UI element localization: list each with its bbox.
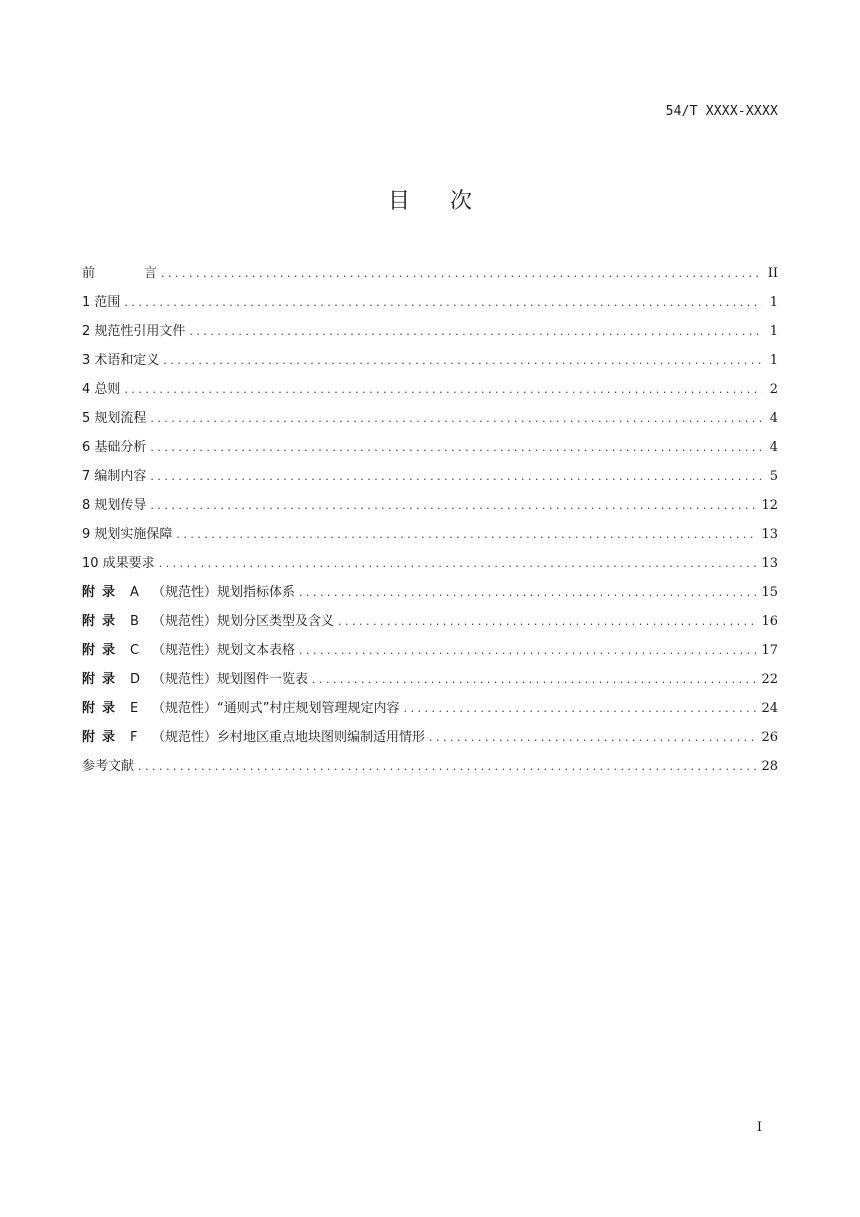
toc-entry[interactable] (82, 436, 778, 465)
toc-entry[interactable] (82, 349, 778, 378)
toc-entry-appendix[interactable] (82, 668, 778, 697)
toc-entry-label: 10 成果要求 (82, 556, 155, 571)
appendix-word: 录 (102, 614, 116, 629)
preface-char-1: 前 (82, 266, 96, 281)
toc-page-number: 12 (761, 498, 778, 513)
appendix-letter: D (130, 672, 141, 687)
toc-page-number: 28 (761, 759, 778, 774)
toc-entry-preface[interactable] (82, 262, 778, 291)
toc-entry-label: 7 编制内容 (82, 469, 147, 484)
dot-leader (150, 499, 757, 512)
toc-page-number: 13 (761, 556, 778, 571)
toc-entry-label (82, 668, 308, 687)
document-number: 54/T XXXX-XXXX (665, 104, 778, 119)
toc-entry-label: 2 规范性引用文件 (82, 324, 186, 339)
appendix-title: （规范性）乡村地区重点地块图则编制适用情形 (152, 730, 426, 745)
appendix-title: （规范性）规划文本表格 (152, 643, 296, 658)
toc-entry-label (82, 697, 399, 716)
dot-leader (338, 615, 757, 628)
toc-entry-label: 4 总则 (82, 382, 121, 397)
dot-leader (299, 586, 757, 599)
toc-page-number: 16 (761, 614, 778, 629)
dot-leader (403, 702, 757, 715)
appendix-word: 录 (102, 585, 116, 600)
appendix-word: 录 (102, 643, 116, 658)
toc-page-number: 26 (761, 730, 778, 745)
toc-page-number: 15 (761, 585, 778, 600)
dot-leader (161, 267, 762, 280)
dot-leader (124, 383, 762, 396)
toc-entry-label (82, 610, 334, 629)
toc-entry[interactable] (82, 320, 778, 349)
toc-page-number: 13 (761, 527, 778, 542)
toc-entry-appendix[interactable] (82, 697, 778, 726)
appendix-word: 附 (82, 643, 96, 658)
toc-entry-label: 3 术语和定义 (82, 353, 160, 368)
toc-page-number: 24 (761, 701, 778, 716)
dot-leader (150, 412, 762, 425)
toc-entry-appendix[interactable] (82, 639, 778, 668)
appendix-title: （规范性）“通则式”村庄规划管理规定内容 (152, 701, 400, 716)
dot-leader (312, 673, 757, 686)
page-number: I (756, 1120, 762, 1135)
table-of-contents (82, 262, 778, 784)
toc-entry[interactable] (82, 407, 778, 436)
toc-entry[interactable] (82, 378, 778, 407)
toc-entry-label: 1 范围 (82, 295, 121, 310)
toc-page-number: 22 (761, 672, 778, 687)
dot-leader (150, 470, 762, 483)
dot-leader (163, 354, 762, 367)
appendix-word: 附 (82, 585, 96, 600)
toc-entry-label (82, 726, 425, 745)
dot-leader (159, 557, 758, 570)
toc-entry[interactable] (82, 494, 778, 523)
toc-entry-appendix[interactable] (82, 726, 778, 755)
appendix-word: 附 (82, 730, 96, 745)
toc-entry-label (82, 262, 157, 281)
appendix-word: 附 (82, 672, 96, 687)
toc-entry-label: 参考文献 (82, 759, 135, 774)
appendix-letter: A (130, 585, 139, 600)
toc-entry-references[interactable] (82, 755, 778, 784)
toc-entry-label: 9 规划实施保障 (82, 527, 173, 542)
toc-entry[interactable] (82, 523, 778, 552)
toc-entry-appendix[interactable] (82, 581, 778, 610)
appendix-word: 附 (82, 701, 96, 716)
dot-leader (124, 296, 762, 309)
toc-entry[interactable] (82, 552, 778, 581)
toc-entry-label (82, 639, 295, 658)
dot-leader (138, 760, 757, 773)
appendix-letter: B (130, 614, 139, 629)
toc-page-number: 4 (769, 411, 778, 426)
appendix-letter: C (130, 643, 140, 658)
appendix-title: （规范性）规划指标体系 (152, 585, 296, 600)
appendix-word: 录 (102, 701, 116, 716)
toc-page-number: 5 (769, 469, 778, 484)
appendix-title: （规范性）规划图件一览表 (152, 672, 309, 687)
appendix-word: 附 (82, 614, 96, 629)
dot-leader (150, 441, 762, 454)
toc-entry-label: 5 规划流程 (82, 411, 147, 426)
toc-entry-label: 8 规划传导 (82, 498, 147, 513)
toc-page-number: 1 (769, 324, 778, 339)
appendix-letter: F (130, 730, 138, 745)
toc-page-number: 17 (761, 643, 778, 658)
preface-char-2: 言 (144, 266, 158, 281)
page-title: 目次 (387, 189, 512, 214)
dot-leader (299, 644, 757, 657)
toc-entry-appendix[interactable] (82, 610, 778, 639)
toc-page-number: 4 (769, 440, 778, 455)
toc-page-number: 1 (769, 295, 778, 310)
appendix-word: 录 (102, 672, 116, 687)
dot-leader (189, 325, 762, 338)
dot-leader (429, 731, 757, 744)
toc-page-number: 1 (769, 353, 778, 368)
toc-entry-label: 6 基础分析 (82, 440, 147, 455)
toc-entry-label (82, 581, 295, 600)
toc-entry[interactable] (82, 291, 778, 320)
appendix-word: 录 (102, 730, 116, 745)
toc-page-number: 2 (769, 382, 778, 397)
dot-leader (176, 528, 757, 541)
toc-page-number: II (767, 266, 778, 281)
appendix-letter: E (130, 701, 139, 716)
appendix-title: （规范性）规划分区类型及含义 (152, 614, 335, 629)
toc-entry[interactable] (82, 465, 778, 494)
